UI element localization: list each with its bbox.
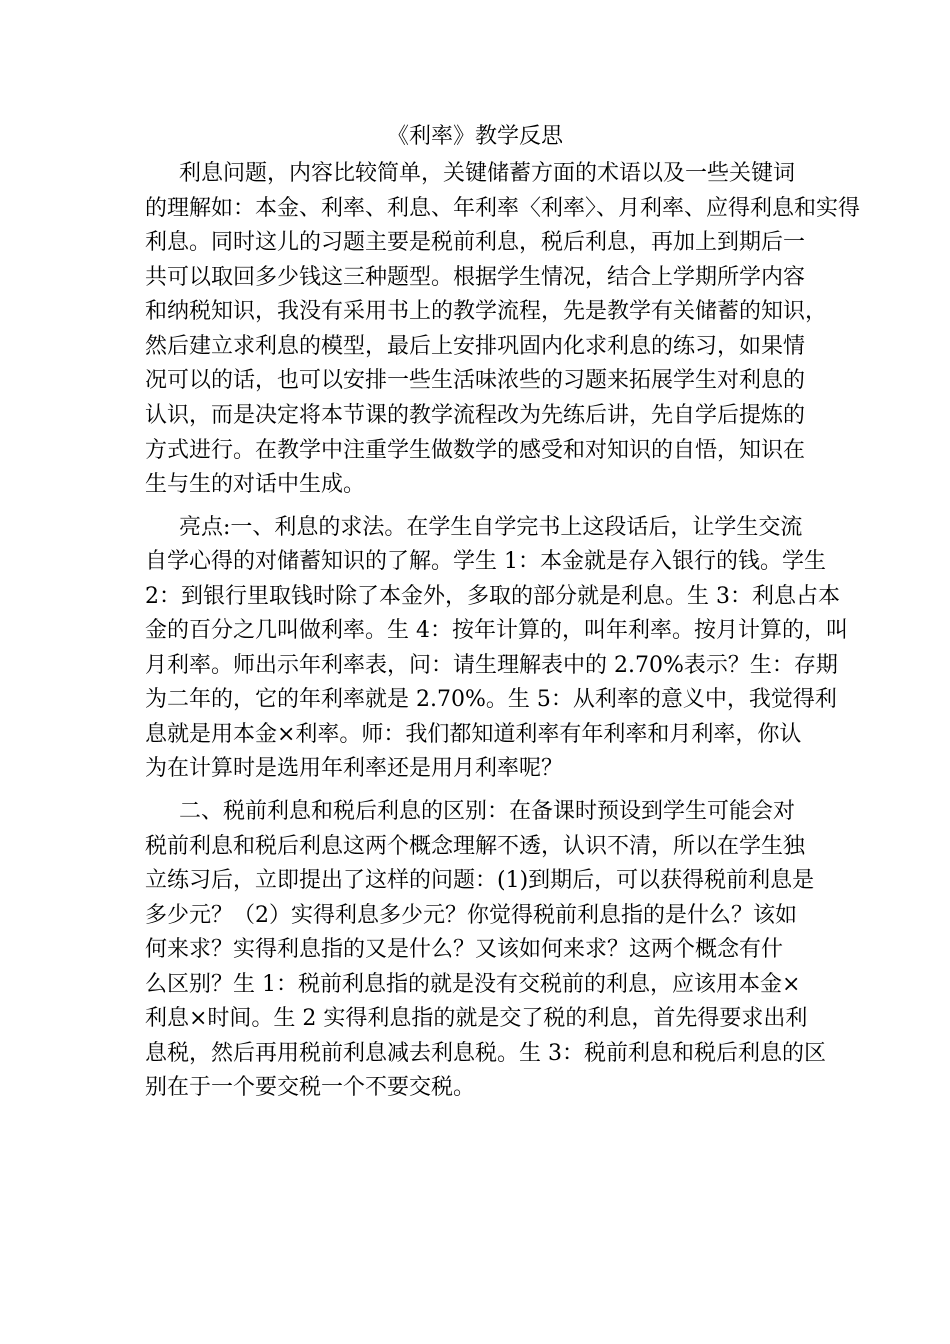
body-text-line: 共可以取回多少钱这三种题型。根据学生情况，结合上学期所学内容 [145,265,806,290]
body-text-line: 2：到银行里取钱时除了本金外，多取的部分就是利息。生 3：利息占本 [145,584,840,609]
body-text-line: 利息问题，内容比较简单，关键储蓄方面的术语以及一些关键词 [179,161,796,186]
body-text-line: 月利率。师出示年利率表，问：请生理解表中的 2.70%表示？生：存期 [145,653,838,678]
body-text-line: 和纳税知识，我没有采用书上的教学流程，先是教学有关储蓄的知识， [145,299,828,324]
body-text-line: 别在于一个要交税一个不要交税。 [145,1075,476,1100]
body-text-line: 利息。同时这儿的习题主要是税前利息，税后利息，再加上到期后一 [145,230,806,255]
body-text-line: 为二年的，它的年利率就是 2.70%。生 5：从利率的意义中，我觉得利 [145,687,837,712]
body-text-line: 的理解如：本金、利率、利息、年利率〈利率〉、月利率、应得利息和实得 [145,196,861,221]
body-text-line: 么区别？生 1：税前利息指的就是没有交税前的利息，应该用本金× [145,972,801,997]
body-text-line: 然后建立求利息的模型，最后上安排巩固内化求利息的练习，如果情 [145,334,806,359]
body-text-line: 息就是用本金×利率。师：我们都知道利率有年利率和月利率，你认 [145,722,802,747]
body-text-line: 为在计算时是选用年利率还是用月利率呢？ [145,756,564,781]
body-text-line: 方式进行。在教学中注重学生做数学的感受和对知识的自悟，知识在 [145,438,806,463]
body-text-line: 金的百分之几叫做利率。生 4：按年计算的，叫年利率。按月计算的，叫 [145,618,848,643]
body-text-line: 亮点:一、利息的求法。在学生自学完书上这段话后，让学生交流 [179,515,803,540]
body-text-line: 立练习后，立即提出了这样的问题：(1)到期后，可以获得税前利息是 [145,868,815,893]
body-text-line: 生与生的对话中生成。 [145,472,366,497]
body-text-line: 利息×时间。生 2 实得利息指的就是交了税的利息，首先得要求出利 [145,1006,808,1031]
body-text-line: 息税，然后再用税前利息减去利息税。生 3：税前利息和税后利息的区 [145,1041,826,1066]
body-text-line: 认识，而是决定将本节课的教学流程改为先练后讲，先自学后提炼的 [145,403,806,428]
document-title: 《利率》教学反思 [386,124,563,149]
body-text-line: 况可以的话，也可以安排一些生活味浓些的习题来拓展学生对利息的 [145,368,806,393]
body-text-line: 二、税前利息和税后利息的区别：在备课时预设到学生可能会对 [179,799,796,824]
body-text-line: 多少元？（2）实得利息多少元？你觉得税前利息指的是什么？该如 [145,903,797,928]
body-text-line: 何来求？实得利息指的又是什么？又该如何来求？这两个概念有什 [145,937,784,962]
body-text-line: 自学心得的对储蓄知识的了解。学生 1：本金就是存入银行的钱。学生 [145,549,826,574]
body-text-line: 税前利息和税后利息这两个概念理解不透，认识不清，所以在学生独 [145,834,806,859]
